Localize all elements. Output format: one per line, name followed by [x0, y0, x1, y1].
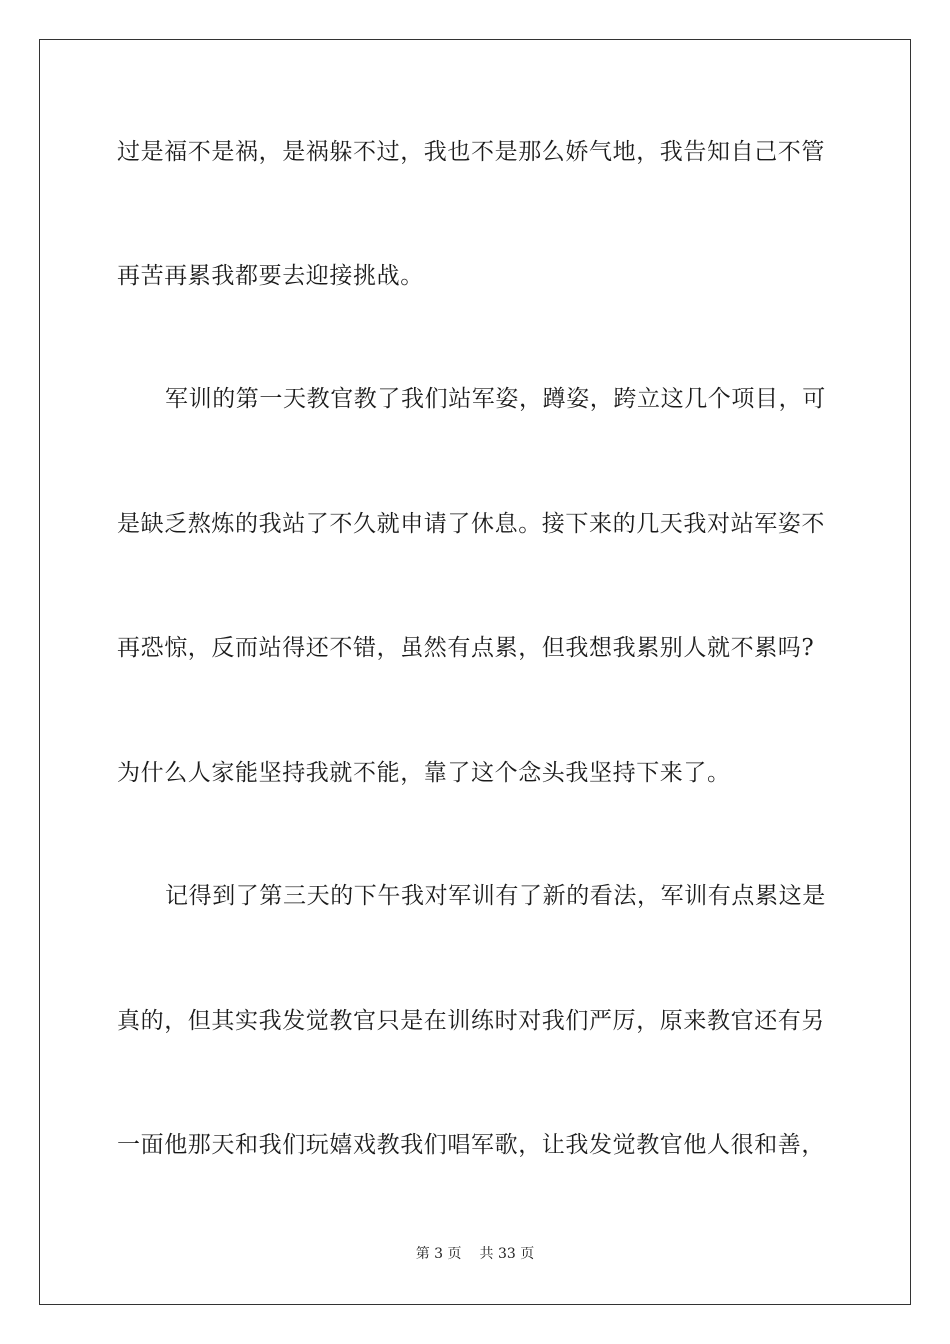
page-number: 第 3 页	[415, 1246, 462, 1262]
text-line-1: 过是福不是祸，是祸躲不过，我也不是那么娇气地，我告知自己不管	[117, 139, 825, 165]
paragraph-start-line-7: 记得到了第三天的下午我对军训有了新的看法，军训有点累这是	[165, 883, 826, 909]
text-line-6: 为什么人家能坚持我就不能，靠了这个念头我坚持下来了。	[117, 760, 731, 786]
text-line-8: 真的，但其实我发觉教官只是在训练时对我们严厉，原来教官还有另	[117, 1008, 825, 1034]
text-line-5: 再恐惊，反而站得还不错，虽然有点累，但我想我累别人就不累吗?	[117, 635, 815, 661]
page-footer	[0, 1244, 950, 1264]
text-line-2: 再苦再累我都要去迎接挑战。	[117, 263, 424, 289]
total-pages: 共 33 页	[479, 1246, 535, 1262]
page-border	[39, 39, 911, 1305]
paragraph-start-line-3: 军训的第一天教官教了我们站军姿，蹲姿，跨立这几个项目，可	[165, 386, 826, 412]
text-line-9: 一面他那天和我们玩嬉戏教我们唱军歌，让我发觉教官他人很和善，	[117, 1132, 825, 1158]
text-line-4: 是缺乏熬炼的我站了不久就申请了休息。接下来的几天我对站军姿不	[117, 511, 825, 537]
